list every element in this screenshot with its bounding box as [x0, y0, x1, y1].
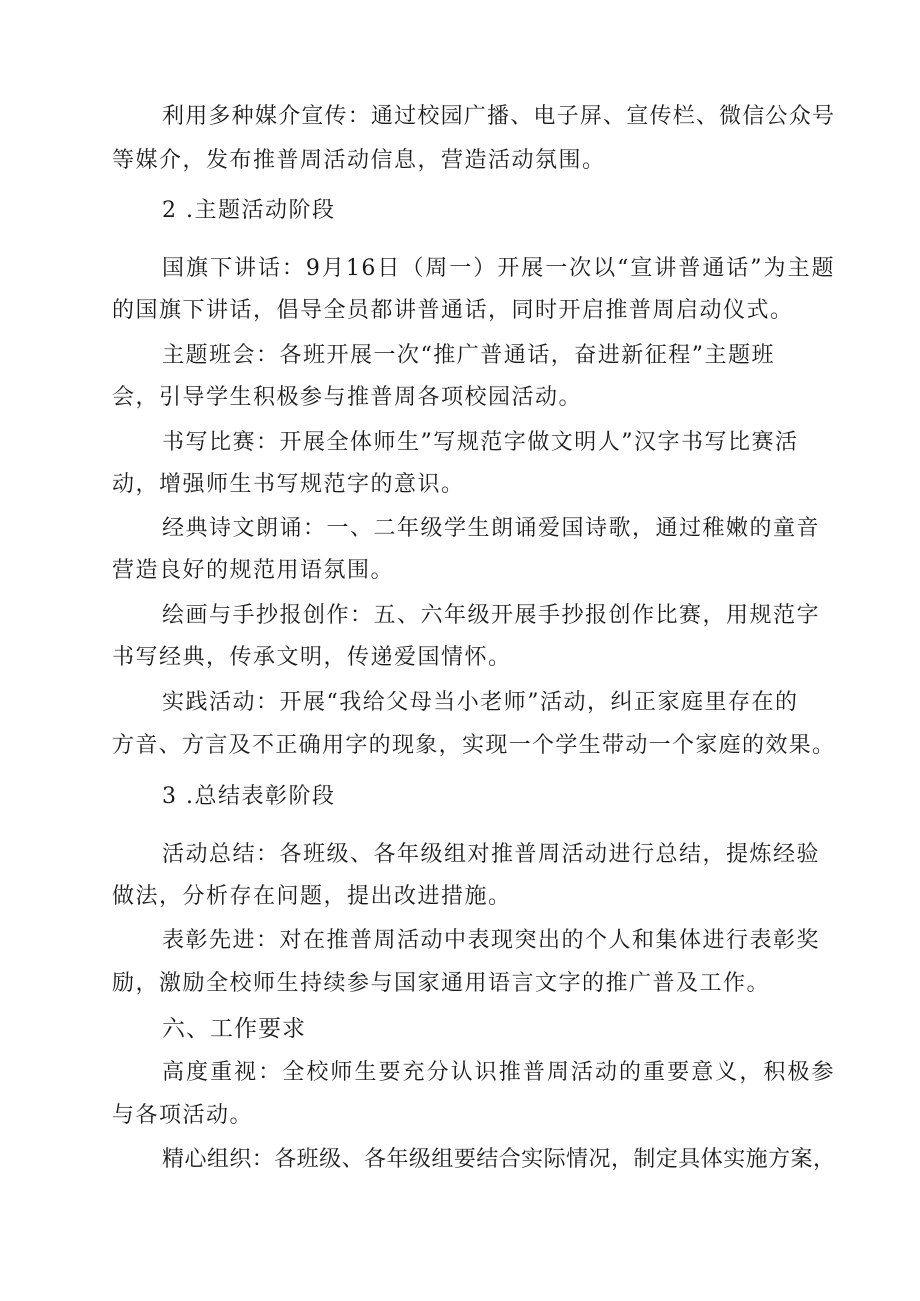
paragraph-line: 等媒介，发布推普周活动信息，营造活动氛围。 — [112, 148, 606, 173]
paragraph-line: 精心组织：各班级、各年级组要结合实际情况，制定具体实施方案， — [162, 1147, 835, 1172]
paragraph-line: 营造良好的规范用语氛围。 — [112, 558, 395, 583]
section-heading: 3 .总结表彰阶段 — [162, 784, 336, 809]
paragraph-line: 励，激励全校师生持续参与国家通用语言文字的推广普及工作。 — [112, 971, 771, 996]
paragraph-line: 经典诗文朗诵：一、二年级学生朗诵爱国诗歌，通过稚嫩的童音 — [162, 516, 821, 541]
paragraph-line: 国旗下讲话：9月16日（周一）开展一次以“宣讲普通话”为主题 — [162, 256, 835, 281]
chapter-heading: 六、工作要求 — [162, 1016, 306, 1042]
paragraph-line: 绘画与手抄报创作：五、六年级开展手抄报创作比赛，用规范字 — [162, 603, 821, 628]
paragraph-line: 的国旗下讲话，倡导全员都讲普通话，同时开启推普周启动仪式。 — [112, 298, 794, 323]
paragraph-line: 动，增强师生书写规范字的意识。 — [112, 472, 465, 497]
paragraph-line: 做法，分析存在问题，提出改进措施。 — [112, 884, 512, 909]
paragraph-line: 方音、方言及不正确用字的现象，实现一个学生带动一个家庭的效果。 — [112, 733, 835, 758]
paragraph-line: 利用多种媒介宣传：通过校园广播、电子屏、宣传栏、微信公众号 — [162, 104, 835, 129]
paragraph-line: 活动总结：各班级、各年级组对推普周活动进行总结，提炼经验 — [162, 842, 821, 867]
paragraph-line: 书写比赛：开展全体师生”写规范字做文明人”汉字书写比赛活 — [162, 430, 799, 455]
paragraph-line: 主题班会：各班开展一次“推广普通话，奋进新征程”主题班 — [162, 343, 775, 368]
paragraph-line: 书写经典，传承文明，传递爱国情怀。 — [112, 645, 512, 670]
paragraph-line: 高度重视：全校师生要充分认识推普周活动的重要意义，积极参 — [162, 1060, 835, 1085]
paragraph-line: 实践活动：开展“我给父母当小老师”活动，纠正家庭里存在的 — [162, 690, 799, 715]
paragraph-line: 会，引导学生积极参与推普周各项校园活动。 — [112, 385, 583, 410]
paragraph-line: 表彰先进：对在推普周活动中表现突出的个人和集体进行表彰奖 — [162, 928, 821, 953]
section-heading: 2 .主题活动阶段 — [162, 198, 336, 223]
paragraph-line: 与各项活动。 — [112, 1103, 254, 1128]
